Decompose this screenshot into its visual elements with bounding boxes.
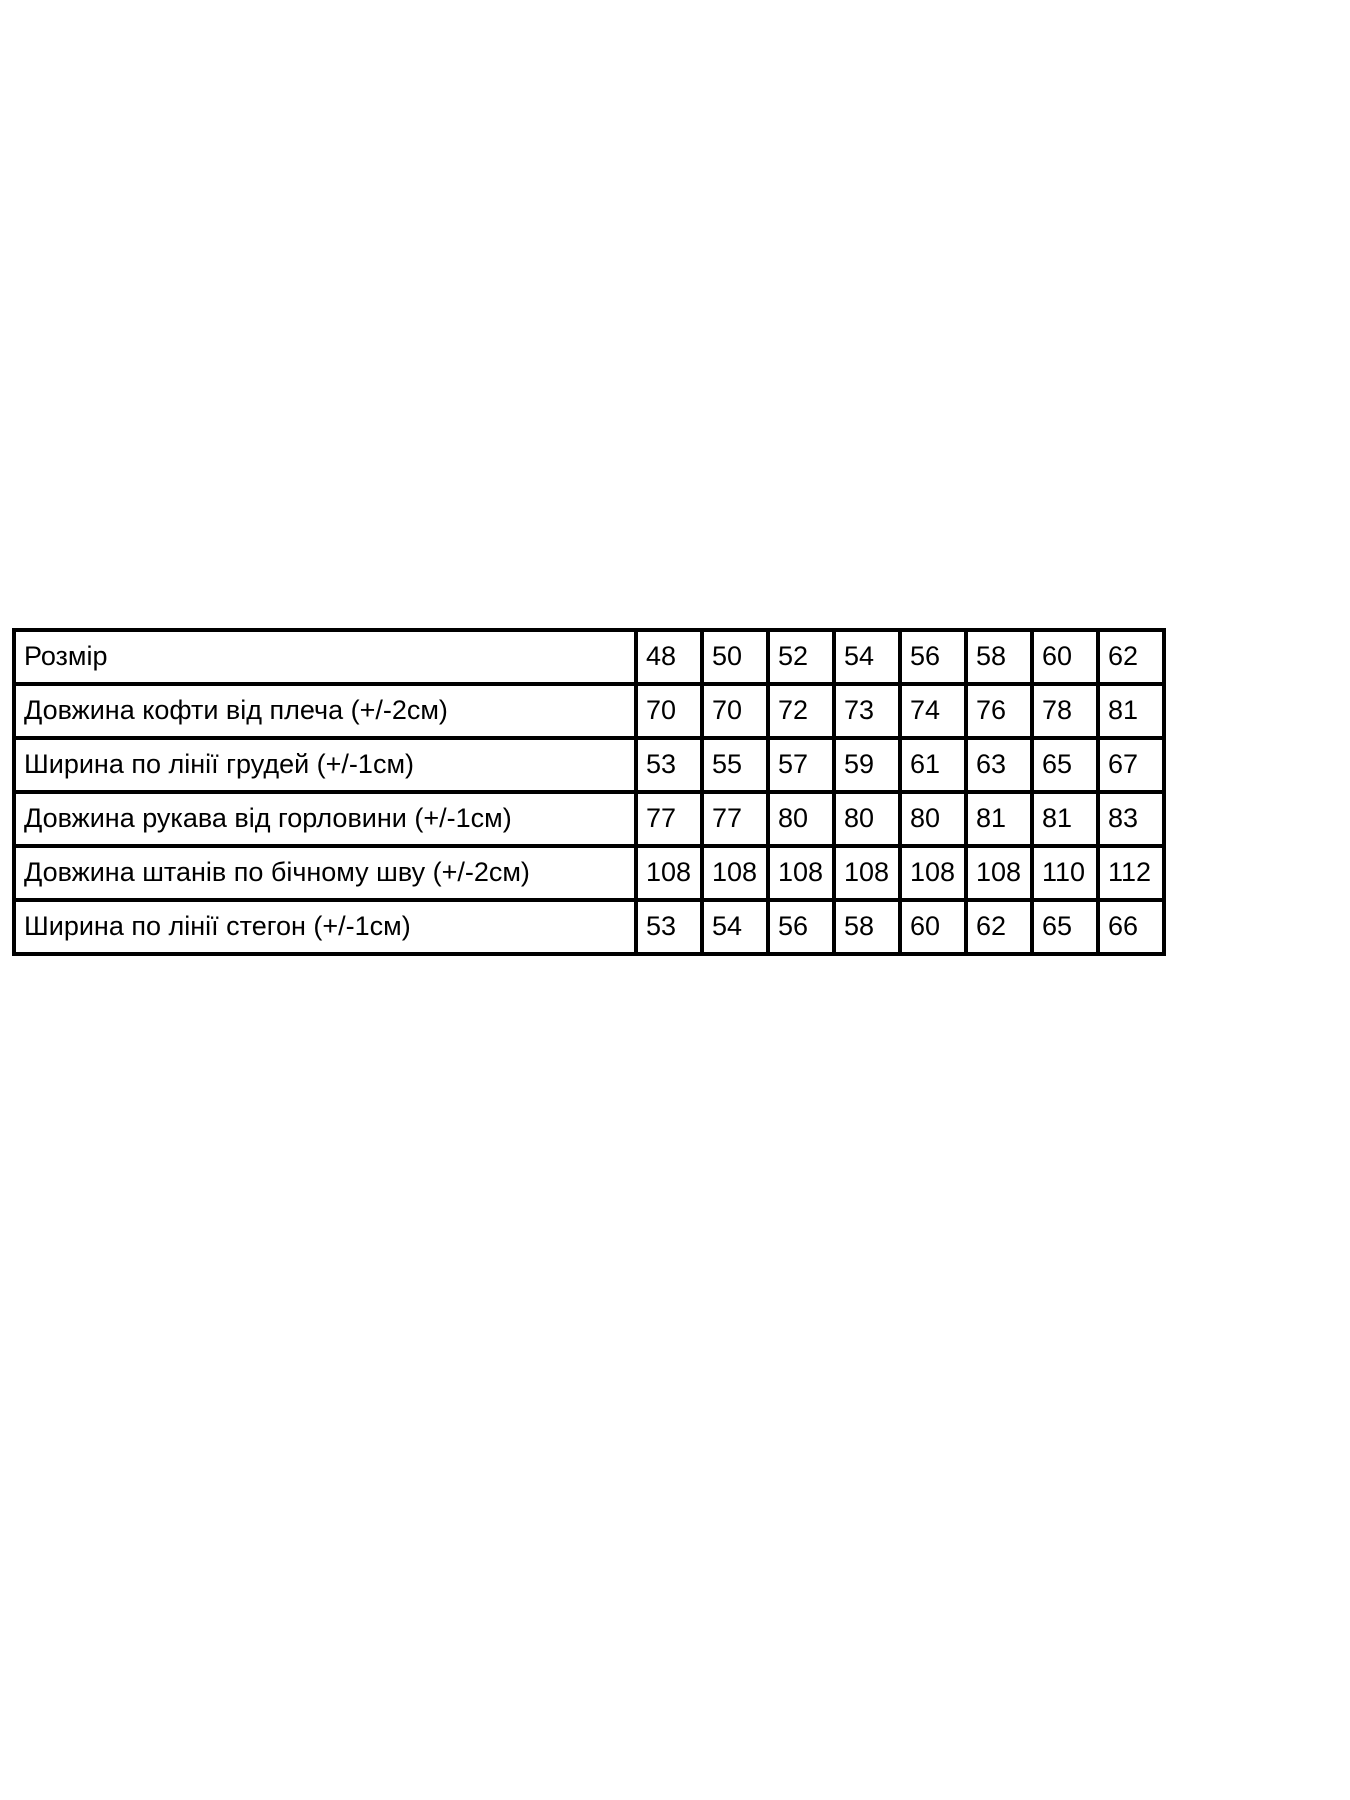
cell-value: 112 (1098, 846, 1164, 900)
cell-value: 55 (702, 738, 768, 792)
cell-value: 78 (1032, 684, 1098, 738)
cell-value: 70 (702, 684, 768, 738)
cell-value: 61 (900, 738, 966, 792)
cell-value: 67 (1098, 738, 1164, 792)
row-label: Ширина по лінії грудей (+/-1см) (14, 738, 636, 792)
cell-value: 74 (900, 684, 966, 738)
row-label: Розмір (14, 630, 636, 684)
cell-value: 53 (636, 900, 702, 954)
cell-value: 108 (966, 846, 1032, 900)
cell-value: 80 (834, 792, 900, 846)
cell-value: 72 (768, 684, 834, 738)
cell-value: 60 (1032, 630, 1098, 684)
cell-value: 65 (1032, 738, 1098, 792)
cell-value: 83 (1098, 792, 1164, 846)
cell-value: 59 (834, 738, 900, 792)
table-row (14, 846, 1164, 900)
cell-value: 48 (636, 630, 702, 684)
cell-value: 108 (900, 846, 966, 900)
cell-value: 57 (768, 738, 834, 792)
table-row (14, 738, 1164, 792)
table-row (14, 792, 1164, 846)
cell-value: 66 (1098, 900, 1164, 954)
row-label: Довжина штанів по бічному шву (+/-2см) (14, 846, 636, 900)
cell-value: 76 (966, 684, 1032, 738)
cell-value: 80 (900, 792, 966, 846)
cell-value: 77 (636, 792, 702, 846)
cell-value: 62 (966, 900, 1032, 954)
cell-value: 53 (636, 738, 702, 792)
cell-value: 56 (900, 630, 966, 684)
cell-value: 108 (636, 846, 702, 900)
cell-value: 77 (702, 792, 768, 846)
cell-value: 108 (834, 846, 900, 900)
size-chart-table (12, 628, 1166, 956)
cell-value: 110 (1032, 846, 1098, 900)
table-row (14, 684, 1164, 738)
table-row (14, 630, 1164, 684)
cell-value: 73 (834, 684, 900, 738)
cell-value: 81 (1032, 792, 1098, 846)
row-label: Ширина по лінії стегон (+/-1см) (14, 900, 636, 954)
table-row (14, 900, 1164, 954)
cell-value: 81 (1098, 684, 1164, 738)
cell-value: 58 (966, 630, 1032, 684)
cell-value: 56 (768, 900, 834, 954)
cell-value: 54 (834, 630, 900, 684)
cell-value: 81 (966, 792, 1032, 846)
cell-value: 62 (1098, 630, 1164, 684)
row-label: Довжина кофти від плеча (+/-2см) (14, 684, 636, 738)
cell-value: 60 (900, 900, 966, 954)
size-chart-container (12, 628, 1164, 956)
cell-value: 108 (768, 846, 834, 900)
cell-value: 108 (702, 846, 768, 900)
cell-value: 70 (636, 684, 702, 738)
cell-value: 80 (768, 792, 834, 846)
cell-value: 54 (702, 900, 768, 954)
row-label: Довжина рукава від горловини (+/-1см) (14, 792, 636, 846)
cell-value: 58 (834, 900, 900, 954)
cell-value: 63 (966, 738, 1032, 792)
cell-value: 50 (702, 630, 768, 684)
cell-value: 52 (768, 630, 834, 684)
cell-value: 65 (1032, 900, 1098, 954)
